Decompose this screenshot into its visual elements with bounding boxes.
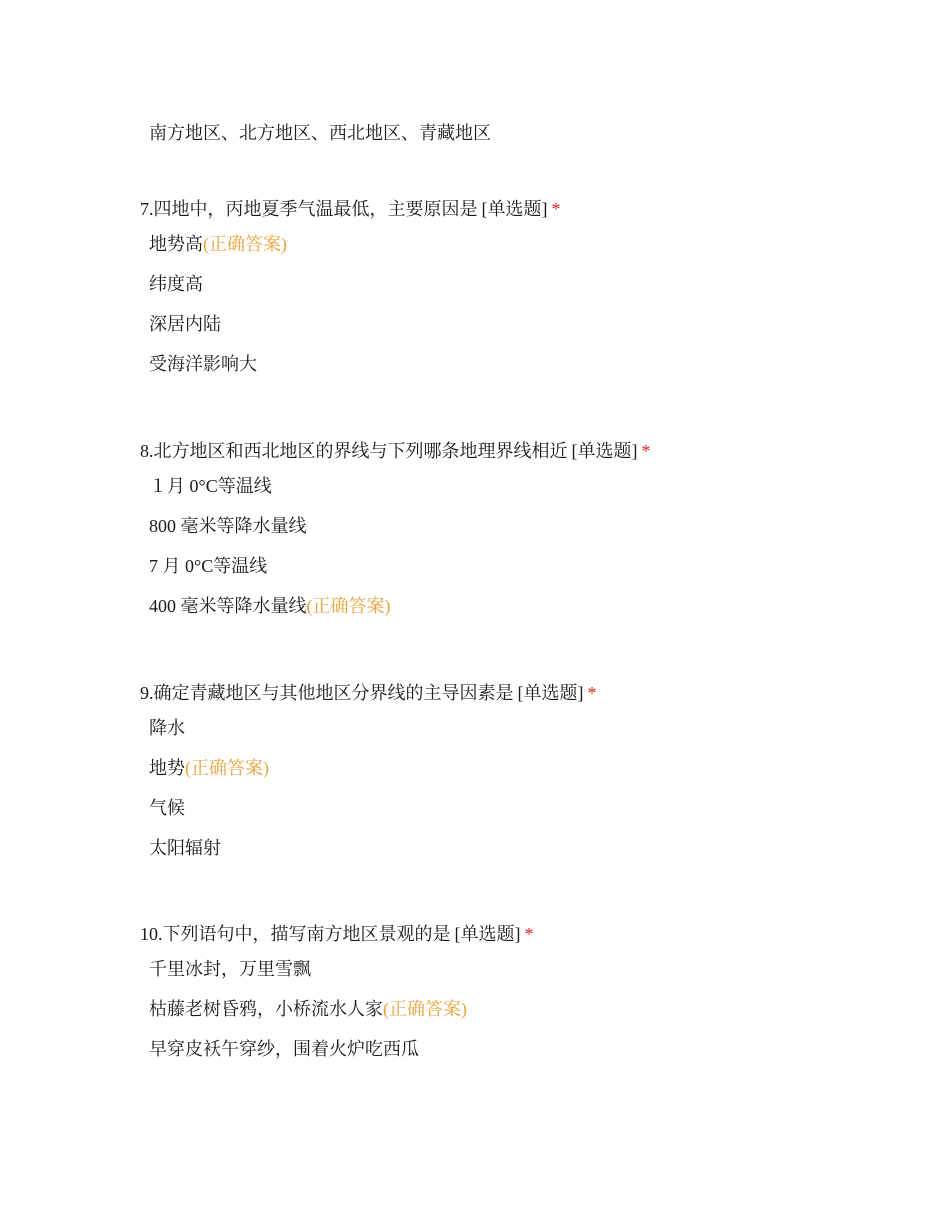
required-mark: * <box>641 441 651 461</box>
option <box>149 1037 900 1077</box>
option-text: 受海洋影响大 <box>149 354 257 374</box>
option-text: 纬度高 <box>149 274 203 294</box>
question-type-tag: [单选题] <box>517 683 584 703</box>
option-text: １月 0°C等温线 <box>149 476 272 496</box>
question-title <box>140 197 900 221</box>
required-mark: * <box>524 924 534 944</box>
option <box>149 594 900 634</box>
option <box>149 836 900 876</box>
correct-answer-tag: (正确答案) <box>383 999 467 1019</box>
option-text: 800 毫米等降水量线 <box>149 516 307 536</box>
option-text: 早穿皮袄午穿纱，围着火炉吃西瓜 <box>149 1039 419 1059</box>
question-type-tag: [单选题] <box>454 924 521 944</box>
option <box>149 756 900 796</box>
option-text: 地势 <box>149 758 185 778</box>
option <box>149 554 900 594</box>
question-text: 7.四地中，丙地夏季气温最低，主要原因是 <box>140 199 478 219</box>
question-text: 8.北方地区和西北地区的界线与下列哪条地理界线相近 <box>140 441 568 461</box>
question-10 <box>140 922 900 1077</box>
option-text: 400 毫米等降水量线 <box>149 596 307 616</box>
question-text: 9.确定青藏地区与其他地区分界线的主导因素是 <box>140 683 514 703</box>
option-list <box>140 716 900 876</box>
option <box>149 272 900 312</box>
correct-answer-tag: (正确答案) <box>185 758 269 778</box>
question-type-tag: [单选题] <box>571 441 638 461</box>
question-text: 10.下列语句中，描写南方地区景观的是 <box>140 924 451 944</box>
required-mark: * <box>551 199 561 219</box>
question-title <box>140 439 900 463</box>
question-7 <box>140 197 900 392</box>
option-text: 降水 <box>149 718 185 738</box>
option-text: 7 月 0°C等温线 <box>149 556 268 576</box>
option <box>149 796 900 836</box>
question-title <box>140 681 900 705</box>
correct-answer-tag: (正确答案) <box>306 596 391 616</box>
option <box>149 514 900 554</box>
correct-answer-tag: (正确答案) <box>203 234 287 254</box>
option-list <box>140 957 900 1077</box>
option-text: 千里冰封，万里雪飘 <box>149 959 311 979</box>
option <box>149 232 900 272</box>
option <box>149 474 900 514</box>
option <box>149 312 900 352</box>
option <box>149 716 900 756</box>
option-text: 太阳辐射 <box>149 838 221 858</box>
option-list <box>140 474 900 634</box>
required-mark: * <box>587 683 597 703</box>
question-9 <box>140 681 900 876</box>
question-type-tag: [单选题] <box>481 199 548 219</box>
option-text: 气候 <box>149 798 185 818</box>
option-list <box>140 232 900 392</box>
option <box>149 957 900 997</box>
question-title <box>140 922 900 946</box>
option-text: 枯藤老树昏鸦，小桥流水人家 <box>149 999 383 1019</box>
option <box>149 997 900 1037</box>
option-text: 深居内陆 <box>149 314 221 334</box>
option <box>149 352 900 392</box>
option-text: 地势高 <box>149 234 203 254</box>
previous-answer-text: 南方地区、北方地区、西北地区、青藏地区 <box>149 123 491 143</box>
question-8 <box>140 439 900 634</box>
